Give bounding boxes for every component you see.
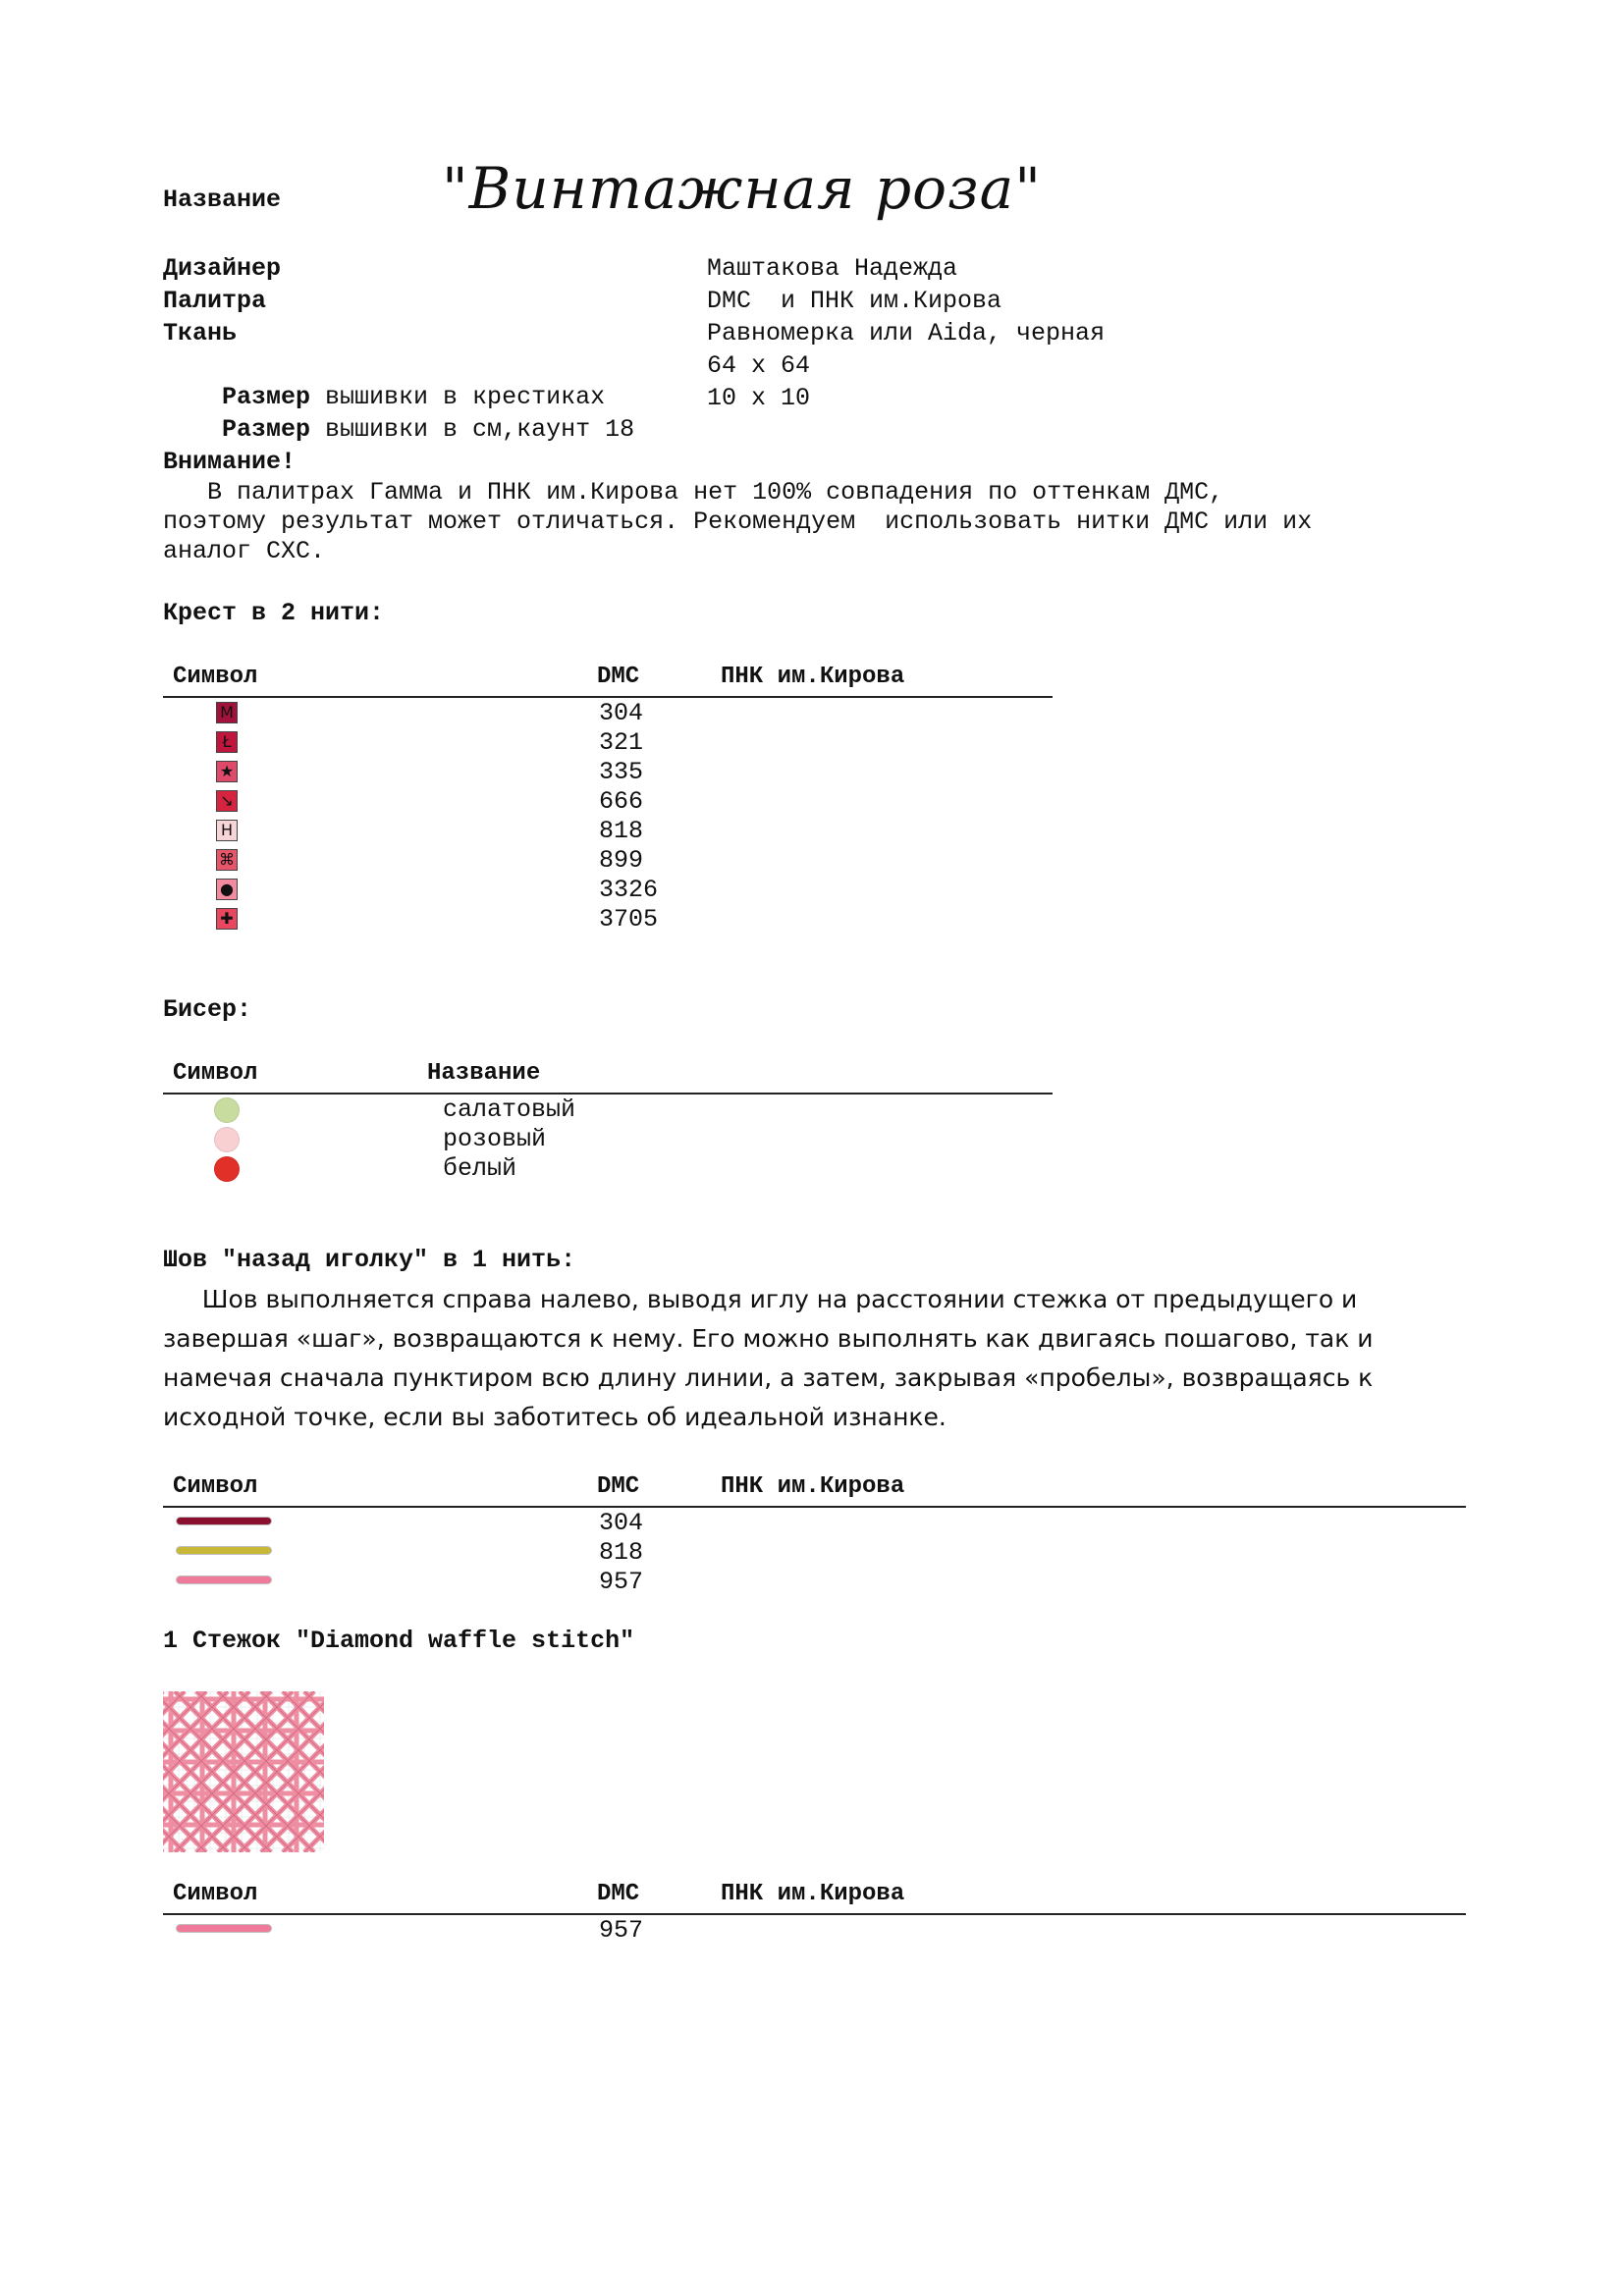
special-col-dmc: DMC — [597, 1881, 640, 1907]
bead-swatch-icon — [214, 1127, 240, 1152]
bead-name: розовый — [443, 1125, 547, 1153]
backstitch-line-icon — [177, 1547, 271, 1554]
notice-line-2: поэтому результат может отличаться. Рекомендуем использовать нитки ДМС или их — [163, 507, 1313, 536]
bead-swatch-icon — [214, 1097, 240, 1123]
dmc-code: 304 — [599, 699, 644, 727]
backstitch-col-dmc: DMC — [597, 1473, 640, 1500]
bead-name: салатовый — [443, 1095, 576, 1124]
backstitch-header-rule — [163, 1506, 1466, 1508]
symbol-circle-icon: ● — [216, 879, 238, 900]
cross-heading: Крест в 2 нити: — [163, 599, 385, 627]
cross-col-symbol: Символ — [173, 664, 258, 690]
dmc-code: 321 — [599, 728, 644, 757]
pattern-title: "Винтажная роза" — [442, 155, 1042, 222]
notice-line-1: В палитрах Гамма и ПНК им.Кирова нет 100% совпадения по оттенкам ДМС, — [163, 478, 1224, 507]
info-value-designer: Маштакова Надежда — [707, 254, 958, 283]
backstitch-heading: Шов "назад иголку" в 1 нить: — [163, 1246, 576, 1274]
dmc-code: 335 — [599, 758, 644, 786]
dmc-code: 3326 — [599, 876, 659, 904]
backstitch-col-symbol: Символ — [173, 1473, 258, 1500]
name-label: Название — [163, 186, 282, 214]
symbol-l-stroke-icon: Ł — [216, 731, 238, 753]
symbol-cross-icon: ✚ — [216, 908, 238, 930]
info-value-size-stitches: 64 x 64 — [707, 351, 811, 380]
special-col-pnk: ПНК им.Кирова — [721, 1881, 905, 1907]
dmc-code: 957 — [599, 1916, 644, 1945]
bead-swatch-icon — [214, 1156, 240, 1182]
diamond-waffle-stitch-diagram — [163, 1691, 324, 1852]
info-row-size-cm: Размер вышивки в см,каунт 18 — [222, 415, 635, 444]
dmc-code: 899 — [599, 846, 644, 875]
info-row-designer: Дизайнер — [163, 254, 282, 283]
symbol-m-icon: M — [216, 702, 238, 723]
dmc-code: 304 — [599, 1509, 644, 1537]
beads-col-name: Название — [427, 1060, 541, 1087]
beads-heading: Бисер: — [163, 995, 252, 1024]
special-col-symbol: Символ — [173, 1881, 258, 1907]
dmc-code: 818 — [599, 817, 644, 845]
dmc-code: 818 — [599, 1538, 644, 1567]
special-header-rule — [163, 1913, 1466, 1915]
cross-col-dmc: DMC — [597, 664, 640, 690]
info-row-fabric: Ткань — [163, 319, 238, 347]
info-row-palette: Палитра — [163, 287, 267, 315]
info-value-fabric: Равномерка или Aida, черная — [707, 319, 1106, 347]
info-value-size-cm: 10 x 10 — [707, 384, 811, 412]
backstitch-desc-line-4: исходной точке, если вы заботитесь об идеальной изнанке. — [163, 1403, 947, 1431]
dmc-code: 3705 — [599, 905, 659, 934]
notice-line-3: аналог СХС. — [163, 537, 326, 565]
backstitch-desc-line-3: намечая сначала пунктиром всю длину линии, а затем, закрывая «пробелы», возвращаясь к — [163, 1363, 1374, 1392]
cross-col-pnk: ПНК им.Кирова — [721, 664, 905, 690]
backstitch-desc-line-1: Шов выполняется справа налево, выводя иглу на расстоянии стежка от предыдущего и — [163, 1285, 1358, 1313]
symbol-arrow-icon: ↘ — [216, 790, 238, 812]
backstitch-line-icon — [177, 1576, 271, 1583]
dmc-code: 666 — [599, 787, 644, 816]
symbol-h-icon: H — [216, 820, 238, 841]
info-row-size-stitches: Размер вышивки в крестиках — [222, 383, 606, 411]
backstitch-desc-line-2: завершая «шаг», возвращаются к нему. Его можно выполнять как двигаясь пошагово, так и — [163, 1324, 1374, 1353]
beads-col-symbol: Символ — [173, 1060, 258, 1087]
beads-header-rule — [163, 1093, 1053, 1095]
special-stitch-line-icon — [177, 1925, 271, 1932]
bead-name: белый — [443, 1154, 517, 1183]
backstitch-line-icon — [177, 1518, 271, 1524]
symbol-command-icon: ⌘ — [216, 849, 238, 871]
backstitch-col-pnk: ПНК им.Кирова — [721, 1473, 905, 1500]
special-stitch-heading: 1 Стежок "Diamond waffle stitch" — [163, 1627, 635, 1655]
dmc-code: 957 — [599, 1568, 644, 1596]
symbol-star-icon: ★ — [216, 761, 238, 782]
info-value-palette: DMC и ПНК им.Кирова — [707, 287, 1002, 315]
notice-heading: Внимание! — [163, 448, 297, 476]
